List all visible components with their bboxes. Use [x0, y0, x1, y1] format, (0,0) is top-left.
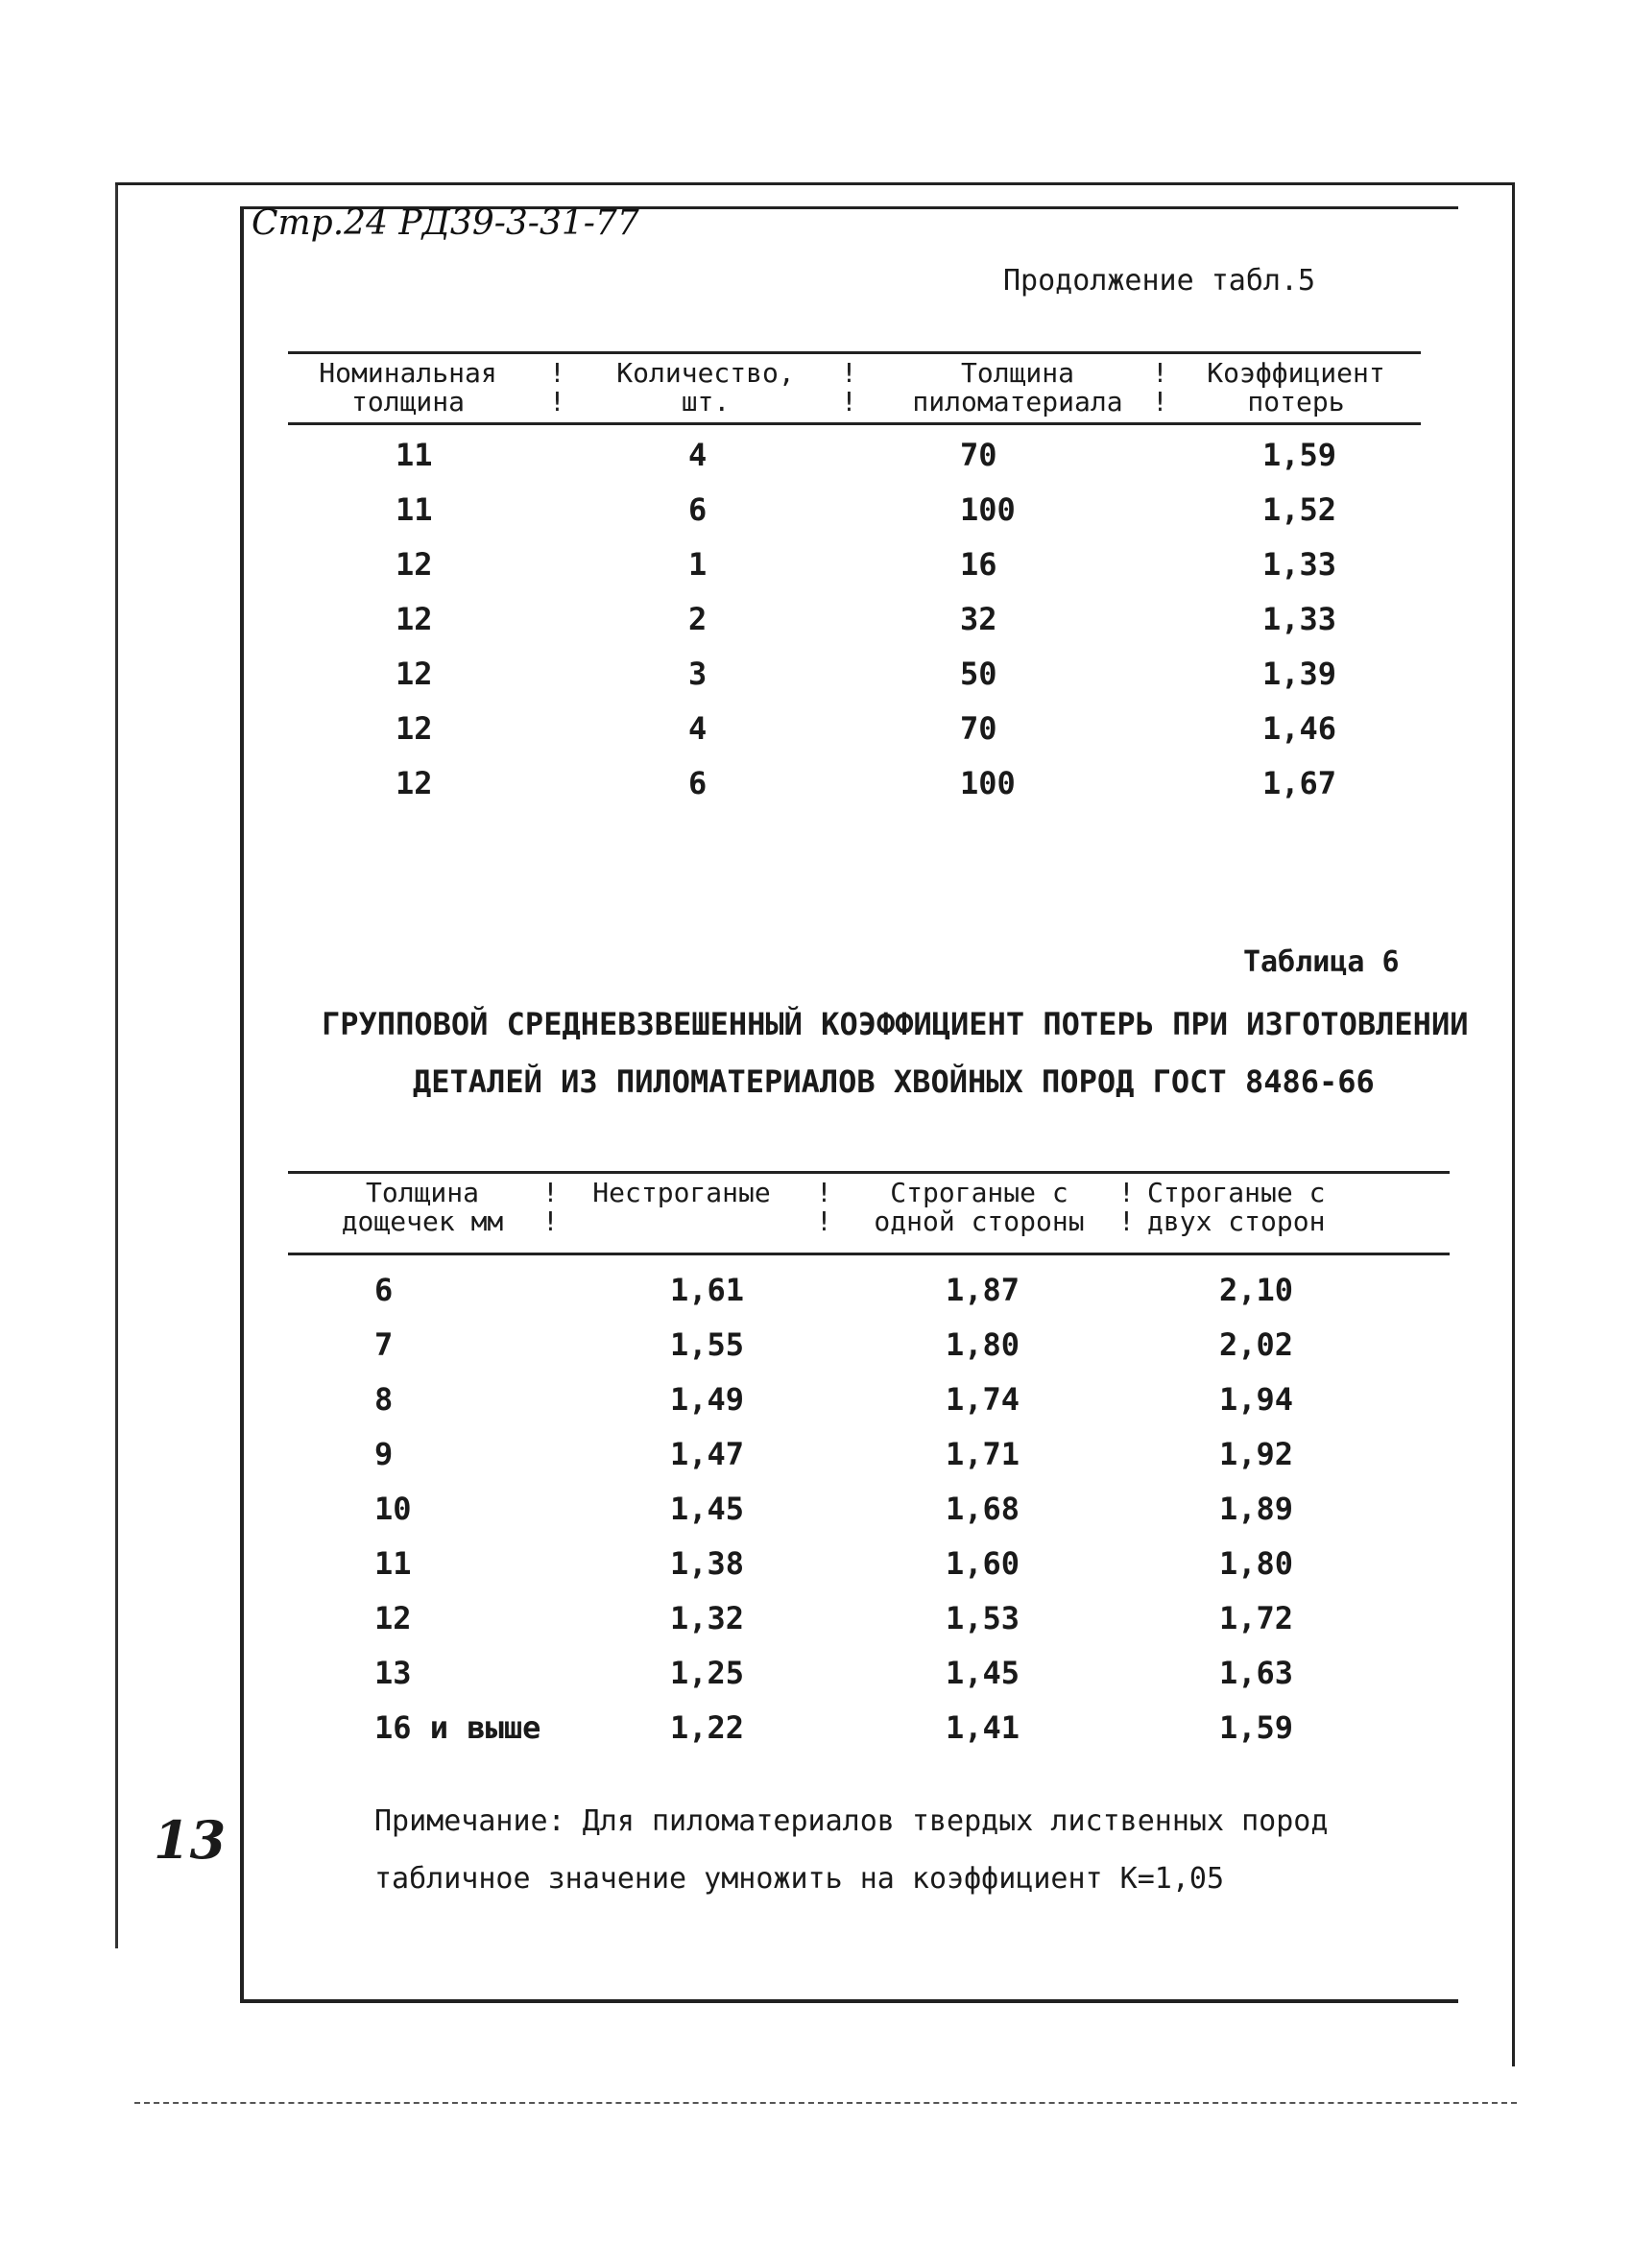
table6-label: Таблица 6 [1243, 945, 1400, 979]
table6-title-line1: ГРУППОВОЙ СРЕДНЕВЗВЕШЕННЫЙ КОЭФФИЦИЕНТ ПОТЕРЬ ПРИ ИЗГОТОВЛЕНИИ [322, 1006, 1469, 1042]
table6-row-cell: 6 [374, 1272, 394, 1308]
table6-row-cell: 1,22 [670, 1709, 745, 1746]
note-line2: табличное значение умножить на коэффициент К=1,05 [374, 1862, 1225, 1896]
table6-row-cell: 1,72 [1219, 1600, 1294, 1636]
table5-header-count [595, 359, 816, 417]
table6-row-cell: 1,60 [946, 1545, 1020, 1582]
table5-row-cell: 12 [396, 656, 433, 692]
note-line1: Примечание: Для пиломатериалов твердых лиственных пород [374, 1804, 1329, 1838]
table6-top-rule [288, 1171, 1450, 1174]
table6-row-cell: 1,55 [670, 1326, 745, 1363]
table6-row-cell: 1,74 [946, 1381, 1020, 1418]
table5-row-cell: 1,59 [1262, 437, 1337, 473]
table6-sep-2: ! ! [816, 1177, 832, 1237]
table5-header-rule [288, 422, 1421, 425]
table6-row-cell: 1,45 [946, 1655, 1020, 1691]
table6-row-cell: 1,80 [946, 1326, 1020, 1363]
table5-row-cell: 12 [396, 710, 433, 747]
table6-header-unplaned [571, 1179, 792, 1207]
table5-header-thickness [888, 359, 1147, 417]
table5-row-cell: 70 [960, 437, 997, 473]
table5-top-rule [288, 351, 1421, 354]
table6-row-cell: 1,32 [670, 1600, 745, 1636]
table6-header-two-sides-l1: Строганые с [1147, 1177, 1326, 1208]
table6-row-cell: 1,94 [1219, 1381, 1294, 1418]
table5-row-cell: 1,33 [1262, 601, 1337, 637]
table5-header-coefficient-l1: Коэффициент [1207, 357, 1385, 389]
table5-row-cell: 1,67 [1262, 765, 1337, 801]
table6-header-thickness-l1: Толщина [365, 1177, 479, 1208]
table5-row-cell: 1,52 [1262, 491, 1337, 528]
table6-row-cell: 1,68 [946, 1491, 1020, 1527]
table6-header-one-side-l2: одной стороны [874, 1206, 1085, 1237]
table6-row-cell: 12 [374, 1600, 412, 1636]
table6-row-cell: 10 [374, 1491, 412, 1527]
table6-sep-3: ! ! [1118, 1177, 1135, 1237]
table6-row-cell: 1,80 [1219, 1545, 1294, 1582]
table6-header-two-sides-l2: двух сторон [1147, 1206, 1326, 1237]
table5-row-cell: 6 [688, 765, 708, 801]
table5-header-thickness-l2: пиломатериала [912, 386, 1123, 418]
table5-header-nominal [298, 359, 518, 417]
table5-row-cell: 1,46 [1262, 710, 1337, 747]
table5-row-cell: 1 [688, 546, 708, 583]
table6-header-rule [288, 1253, 1450, 1255]
table5-row-cell: 100 [960, 491, 1016, 528]
page-number: 13 [154, 1809, 227, 1871]
table6-row-cell: 1,61 [670, 1272, 745, 1308]
table6-header-one-side-l1: Строганые с [890, 1177, 1068, 1208]
table5-row-cell: 12 [396, 601, 433, 637]
table5-header-nominal-l2: толщина [350, 386, 465, 418]
table6-header-two-sides [1147, 1179, 1368, 1236]
table6-header-thickness-l2: дощечек мм [341, 1206, 504, 1237]
table6-row-cell: 7 [374, 1326, 394, 1363]
table6-row-cell: 1,47 [670, 1436, 745, 1472]
table5-header-coefficient [1186, 359, 1406, 417]
table6-row-cell: 1,63 [1219, 1655, 1294, 1691]
document-stamp: Стр.24 РД39-3-31-77 [252, 203, 639, 243]
table6-row-cell: 1,49 [670, 1381, 745, 1418]
table5-row-cell: 70 [960, 710, 997, 747]
table6-header-one-side [845, 1179, 1114, 1236]
table5-row-cell: 16 [960, 546, 997, 583]
table5-header-count-l2: шт. [681, 386, 731, 418]
table5-row-cell: 11 [396, 491, 433, 528]
table6-row-cell: 1,53 [946, 1600, 1020, 1636]
table5-row-cell: 4 [688, 710, 708, 747]
table5-row-cell: 50 [960, 656, 997, 692]
table6-row-cell: 16 и выше [374, 1709, 541, 1746]
table6-row-cell: 1,71 [946, 1436, 1020, 1472]
table5-header-coefficient-l2: потерь [1247, 386, 1345, 418]
table5-header-nominal-l1: Номинальная [319, 357, 497, 389]
table6-row-cell: 1,92 [1219, 1436, 1294, 1472]
table5-row-cell: 100 [960, 765, 1016, 801]
table6-row-cell: 9 [374, 1436, 394, 1472]
bottom-dashed-line [134, 2102, 1517, 2104]
table6-title-line2: ДЕТАЛЕЙ ИЗ ПИЛОМАТЕРИАЛОВ ХВОЙНЫХ ПОРОД ГОСТ 8486-66 [413, 1063, 1375, 1100]
table6-header-unplaned-l1: Нестроганые [592, 1177, 771, 1208]
table6-sep-1: ! ! [542, 1177, 559, 1237]
table6-row-cell: 1,41 [946, 1709, 1020, 1746]
table5-row-cell: 1,33 [1262, 546, 1337, 583]
table5-header-count-l1: Количество, [616, 357, 795, 389]
table6-row-cell: 1,59 [1219, 1709, 1294, 1746]
table5-row-cell: 6 [688, 491, 708, 528]
table5-sep-3: ! ! [1152, 357, 1168, 418]
table6-row-cell: 8 [374, 1381, 394, 1418]
table5-row-cell: 2 [688, 601, 708, 637]
table5-sep-2: ! ! [841, 357, 857, 418]
table5-row-cell: 4 [688, 437, 708, 473]
table6-row-cell: 1,25 [670, 1655, 745, 1691]
table5-row-cell: 12 [396, 765, 433, 801]
table5-sep-1: ! ! [549, 357, 565, 418]
table6-row-cell: 13 [374, 1655, 412, 1691]
table6-row-cell: 1,45 [670, 1491, 745, 1527]
table6-row-cell: 1,38 [670, 1545, 745, 1582]
table5-row-cell: 1,39 [1262, 656, 1337, 692]
table5-row-cell: 32 [960, 601, 997, 637]
table5-row-cell: 3 [688, 656, 708, 692]
table6-header-thickness [312, 1179, 533, 1236]
table6-row-cell: 1,87 [946, 1272, 1020, 1308]
table5-row-cell: 12 [396, 546, 433, 583]
table6-row-cell: 1,89 [1219, 1491, 1294, 1527]
table6-row-cell: 2,02 [1219, 1326, 1294, 1363]
table5-header-thickness-l1: Толщина [960, 357, 1074, 389]
table6-row-cell: 11 [374, 1545, 412, 1582]
table5-row-cell: 11 [396, 437, 433, 473]
table6-row-cell: 2,10 [1219, 1272, 1294, 1308]
table5-continuation-label: Продолжение табл.5 [1003, 264, 1316, 298]
